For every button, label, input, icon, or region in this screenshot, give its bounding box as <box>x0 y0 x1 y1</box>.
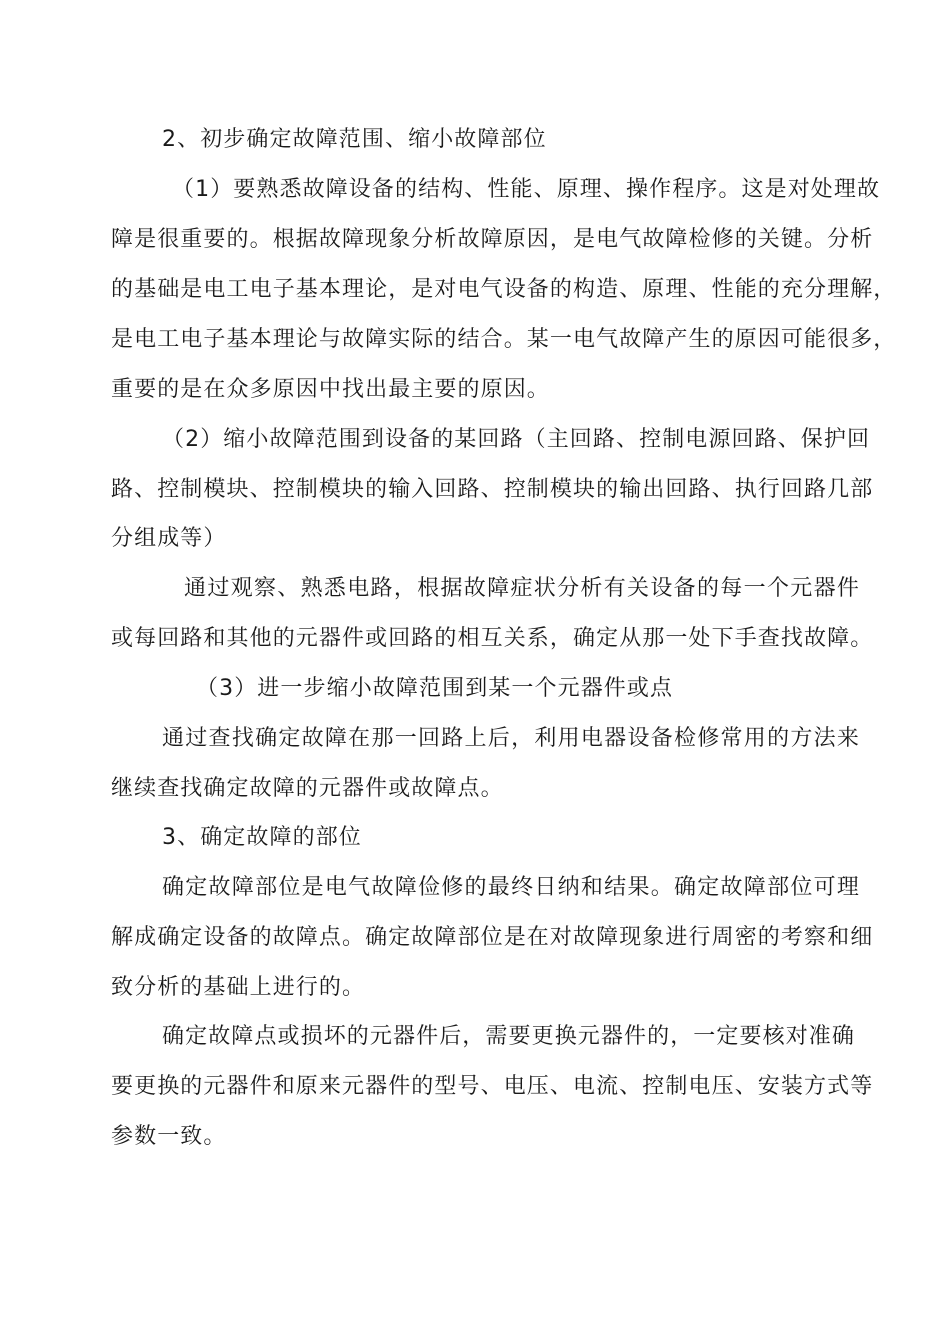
paragraph-line: （1）要熟悉故障设备的结构、性能、原理、操作程序。这是对处理故 <box>172 177 881 202</box>
paragraph-line: 通过观察、熟悉电路，根据故障症状分析有关设备的每一个元器件 <box>184 576 860 601</box>
paragraph-line: 继续查找确定故障的元器件或故障点。 <box>111 776 504 801</box>
heading-step-3: 3、确定故障的部位 <box>162 825 362 850</box>
paragraph-line: 分组成等） <box>111 526 227 551</box>
paragraph-line: 解成确定设备的故障点。确定故障部位是在对故障现象进行周密的考察和细 <box>111 925 874 950</box>
paragraph-line: 路、控制模块、控制模块的输入回路、控制模块的输出回路、执行回路几部 <box>111 477 874 502</box>
paragraph-line: 障是很重要的。根据故障现象分析故障原因，是电气故障检修的关键。分析 <box>111 227 874 252</box>
paragraph-line: 重要的是在众多原因中找出最主要的原因。 <box>111 377 550 402</box>
paragraph-line: 是电工电子基本理论与故障实际的结合。某一电气故障产生的原因可能很多， <box>111 327 897 352</box>
paragraph-line: 要更换的元器件和原来元器件的型号、电压、电流、控制电压、安装方式等 <box>111 1074 874 1099</box>
paragraph-line: （2）缩小故障范围到设备的某回路（主回路、控制电源回路、保护回 <box>162 427 871 452</box>
paragraph-line: 通过查找确定故障在那一回路上后，利用电器设备检修常用的方法来 <box>162 726 860 751</box>
paragraph-line: 参数一致。 <box>111 1124 227 1149</box>
paragraph-line: 的基础是电工电子基本理论，是对电气设备的构造、原理、性能的充分理解， <box>111 277 897 302</box>
paragraph-line: 或每回路和其他的元器件或回路的相互关系，确定从那一处下手查找故障。 <box>111 626 874 651</box>
paragraph-line: 确定故障点或损坏的元器件后，需要更换元器件的，一定要核对准确 <box>162 1024 856 1049</box>
paragraph-line: 确定故障部位是电气故障俭修的最终日纳和结果。确定故障部位可理 <box>162 875 860 900</box>
paragraph-line: 致分析的基础上进行的。 <box>111 975 366 1000</box>
subheading-step-3: （3）进一步缩小故障范围到某一个元器件或点 <box>196 676 674 701</box>
heading-step-2: 2、初步确定故障范围、缩小故障部位 <box>162 127 547 152</box>
